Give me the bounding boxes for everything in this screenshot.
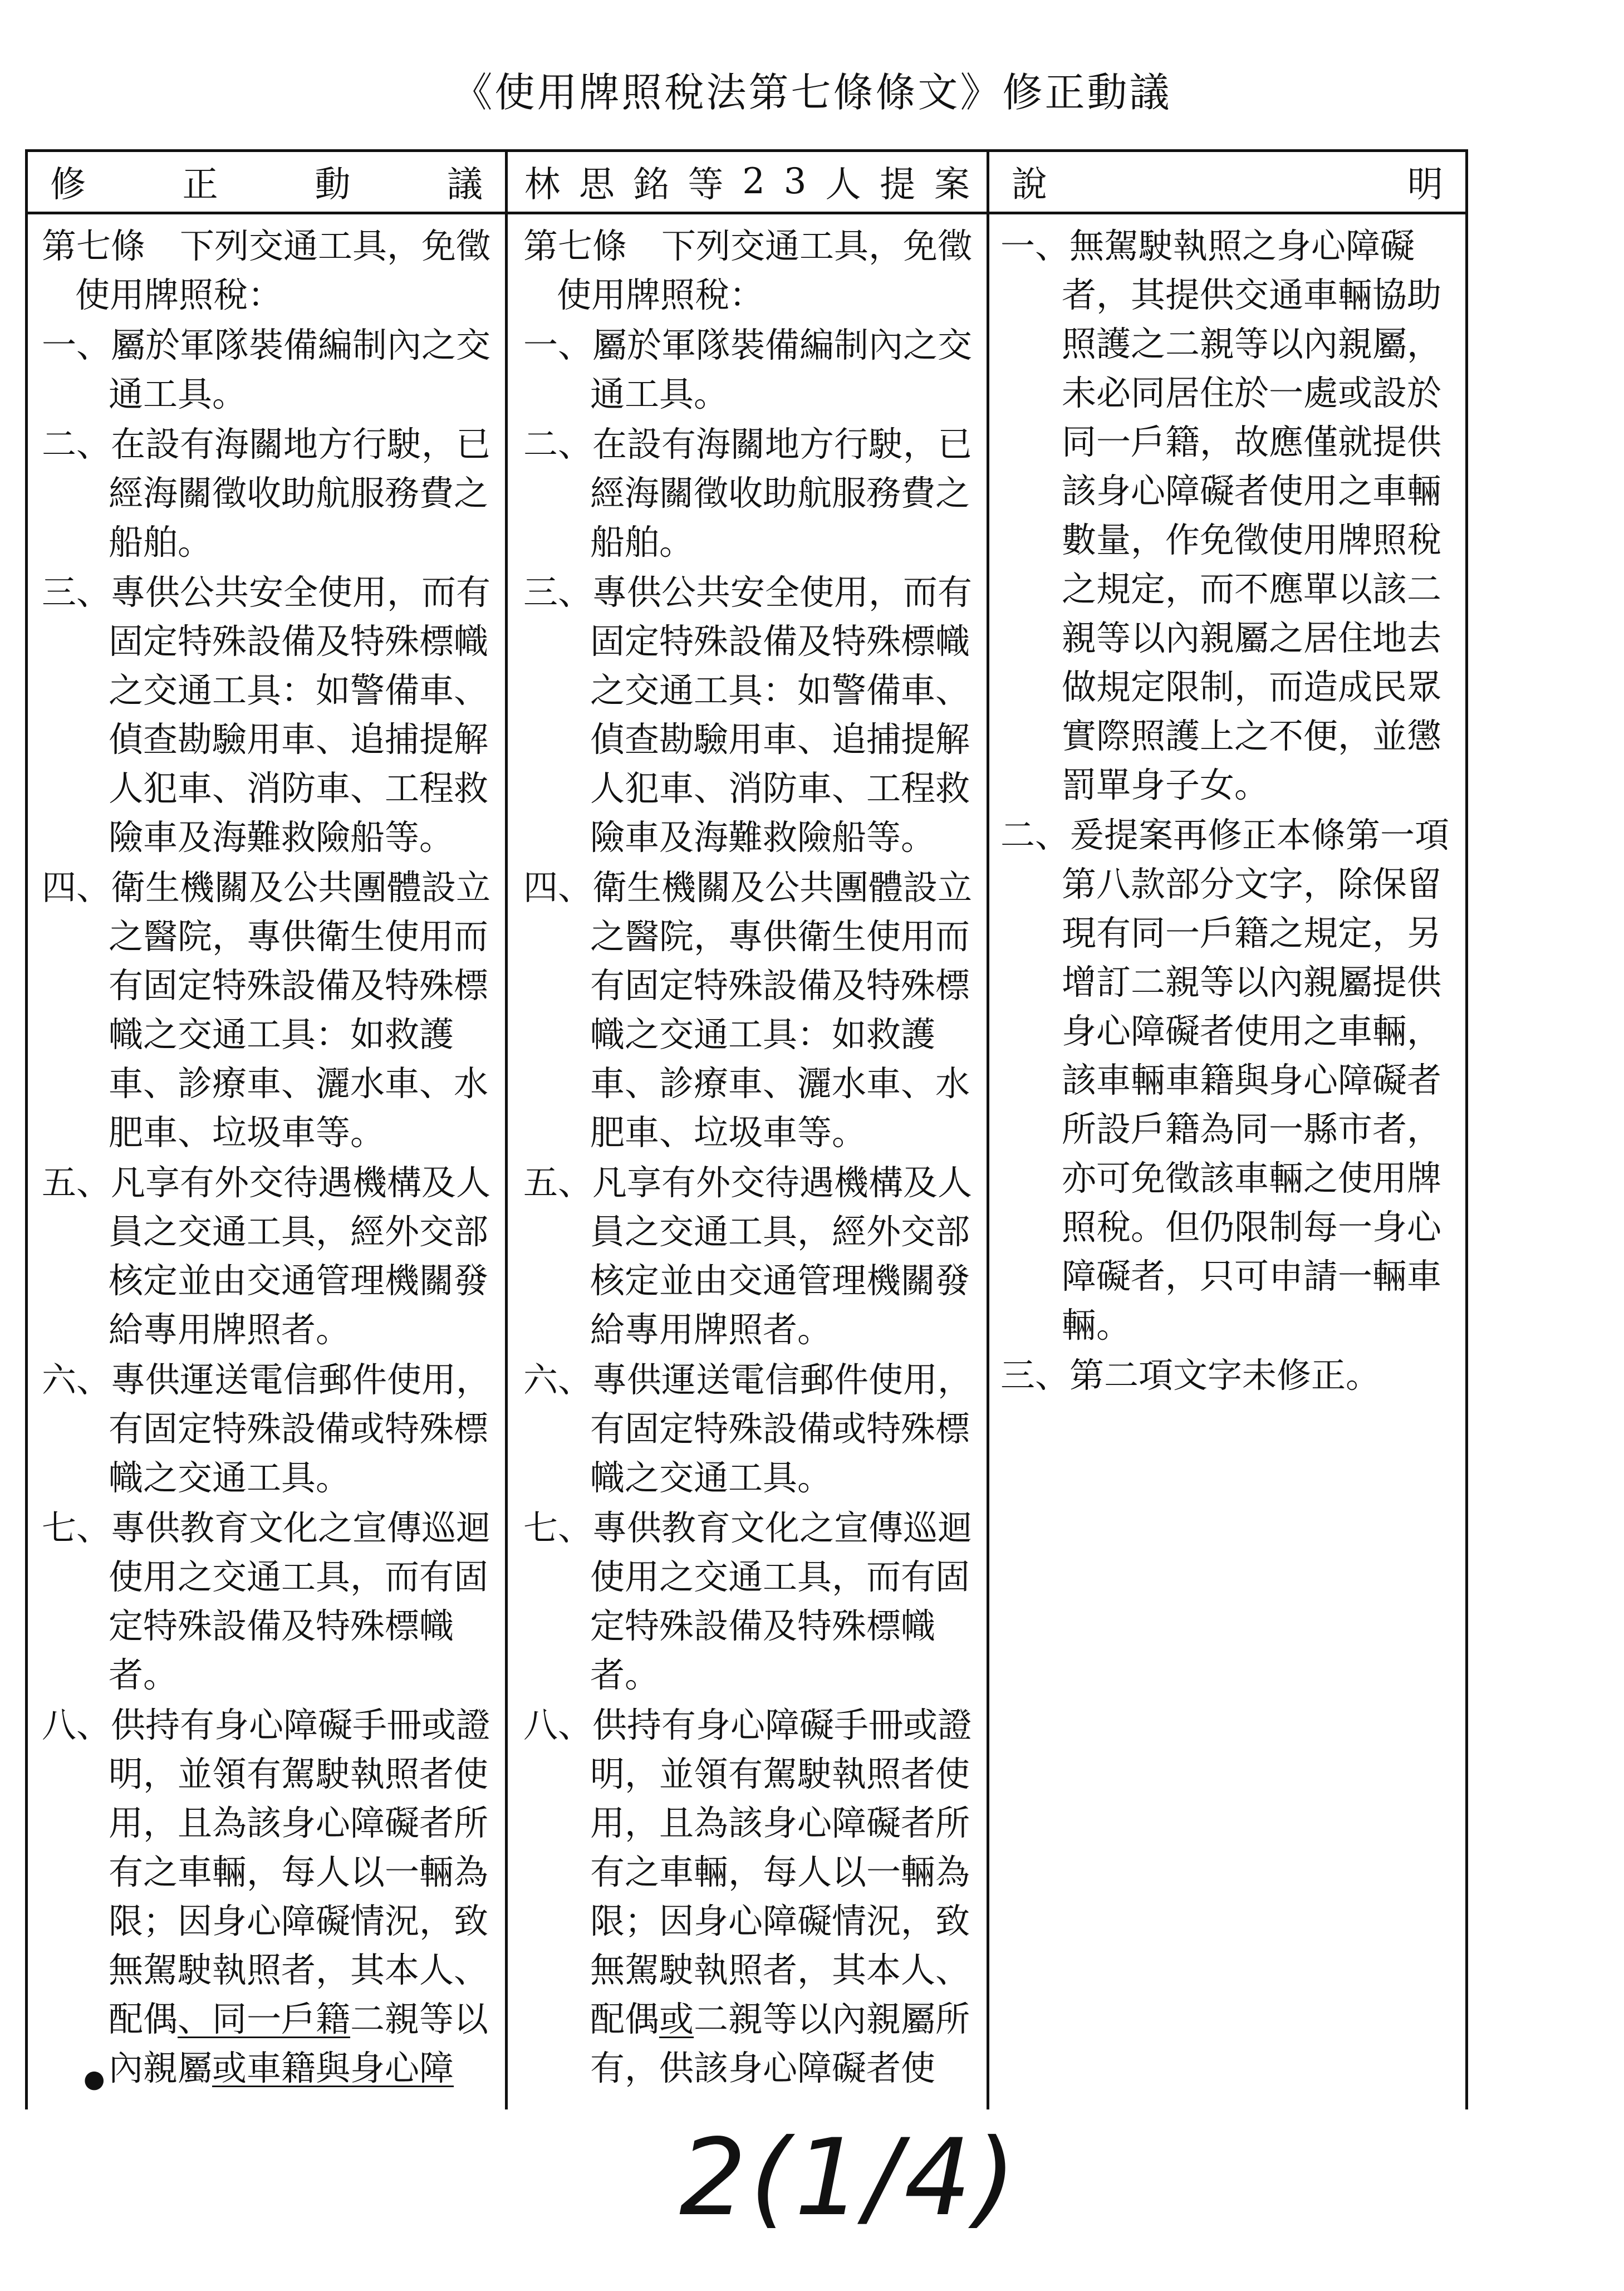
header-proposal: 林 思 銘 等 2 3 人 提 案 bbox=[524, 161, 970, 205]
underlined-insertion: 或 bbox=[659, 1999, 694, 2039]
list-item: 四、衛生機關及公共團體設立之醫院，專供衛生使用而有固定特殊設備及特殊標幟之交通工具：如救護車、診療車、灑水車、水肥車、垃圾車等。 bbox=[523, 867, 973, 1153]
handwritten-page-number: 2(1/4) bbox=[679, 2116, 1019, 2239]
proposal-text-column bbox=[523, 222, 975, 2094]
explanation-item: 三、第二項文字未修正。 bbox=[1000, 1355, 1381, 1396]
article-heading: 第七條 下列交通工具，免徵使用牌照稅： bbox=[42, 226, 491, 315]
table-left-border bbox=[25, 149, 28, 2109]
amendment-text-column bbox=[42, 222, 494, 2094]
list-item: 五、凡享有外交待遇機構及人員之交通工具，經外交部核定並由交通管理機關發給專用牌照者。 bbox=[523, 1162, 973, 1350]
column-divider-1 bbox=[505, 149, 508, 2109]
list-item: 六、專供運送電信郵件使用，有固定特殊設備或特殊標幟之交通工具。 bbox=[523, 1359, 973, 1498]
list-item: 一、屬於軍隊裝備編制內之交通工具。 bbox=[42, 325, 491, 414]
list-item-8: 八、供持有身心障礙手冊或證明，並領有駕駛執照者使用，且為該身心障礙者所有之車輛，每人以一輛為限；因身心障礙情況，致無駕駛執照者，其本人、配偶或二親等以內親屬所有，供該身心障礙者使 bbox=[523, 1705, 973, 2088]
article-heading: 第七條 下列交通工具，免徵使用牌照稅： bbox=[523, 226, 973, 315]
list-item: 二、在設有海關地方行駛，已經海關徵收助航服務費之船舶。 bbox=[523, 424, 973, 562]
header-amendment-motion: 修 正 動 議 bbox=[50, 164, 483, 205]
table-top-border bbox=[25, 149, 1468, 152]
list-item: 三、專供公共安全使用，而有固定特殊設備及特殊標幟之交通工具：如警備車、偵查勘驗用車、追捕提解人犯車、消防車、工程救險車及海難救險船等。 bbox=[42, 572, 491, 858]
list-item: 二、在設有海關地方行駛，已經海關徵收助航服務費之船舶。 bbox=[42, 424, 491, 562]
header-divider bbox=[25, 212, 1468, 214]
list-item: 一、屬於軍隊裝備編制內之交通工具。 bbox=[523, 325, 973, 414]
table-right-border bbox=[1465, 149, 1468, 2109]
explanation-item: 二、爰提案再修正本條第一項第八款部分文字，除保留現有同一戶籍之規定，另增訂二親等以內親屬提供身心障礙者使用之車輛，該車輛車籍與身心障礙者所設戶籍為同一縣市者，亦可免徵該車輛之使用牌照稅。但仍限制每一身心障礙者，只可申請一輛車輛。 bbox=[1000, 815, 1450, 1345]
header-explanation: 說 明 bbox=[1012, 164, 1443, 205]
document-title: 《使用牌照稅法第七條條文》修正動議 bbox=[452, 69, 1172, 116]
list-item: 三、專供公共安全使用，而有固定特殊設備及特殊標幟之交通工具：如警備車、偵查勘驗用車、追捕提解人犯車、消防車、工程救險車及海難救險船等。 bbox=[523, 572, 973, 858]
list-item-8: 八、供持有身心障礙手冊或證明，並領有駕駛執照者使用，且為該身心障礙者所有之車輛，每人以一輛為限；因身心障礙情況，致無駕駛執照者，其本人、配偶、同一戶籍二親等以內親屬或車籍與身心障 bbox=[42, 1705, 491, 2088]
bullet-dot-icon: ● bbox=[84, 2065, 105, 2093]
list-item: 四、衛生機關及公共團體設立之醫院，專供衛生使用而有固定特殊設備及特殊標幟之交通工具：如救護車、診療車、灑水車、水肥車、垃圾車等。 bbox=[42, 867, 491, 1153]
list-item: 六、專供運送電信郵件使用，有固定特殊設備或特殊標幟之交通工具。 bbox=[42, 1359, 491, 1498]
underlined-insertion: 、同一戶籍 bbox=[178, 1999, 351, 2039]
list-item: 五、凡享有外交待遇機構及人員之交通工具，經外交部核定並由交通管理機關發給專用牌照者。 bbox=[42, 1162, 491, 1350]
explanation-column bbox=[1000, 222, 1454, 1401]
amendment-table bbox=[25, 149, 1468, 2109]
list-item: 七、專供教育文化之宣傳巡迴使用之交通工具，而有固定特殊設備及特殊標幟者。 bbox=[523, 1507, 973, 1695]
column-divider-2 bbox=[987, 149, 989, 2109]
underlined-insertion: 或車籍與身心障 bbox=[212, 2048, 454, 2088]
explanation-item: 一、無駕駛執照之身心障礙者，其提供交通車輛協助照護之二親等以內親屬，未必同居住於一處或設於同一戶籍，故應僅就提供該身心障礙者使用之車輛數量，作免徵使用牌照稅之規定，而不應單以該二親等以內親屬之居住地去做規定限制，而造成民眾實際照護上之不便，並懲罰單身子女。 bbox=[1000, 226, 1442, 805]
list-item: 七、專供教育文化之宣傳巡迴使用之交通工具，而有固定特殊設備及特殊標幟者。 bbox=[42, 1507, 491, 1695]
